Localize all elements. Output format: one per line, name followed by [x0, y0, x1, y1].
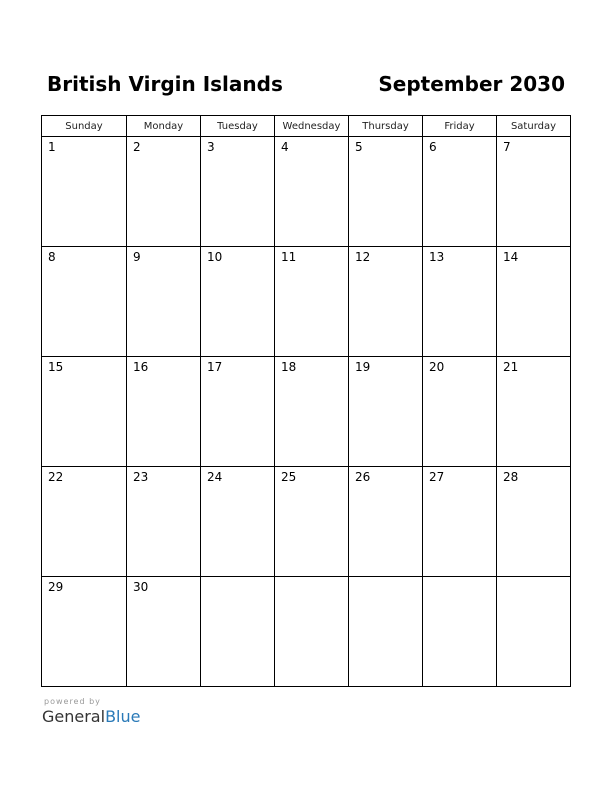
day-number — [349, 577, 422, 580]
calendar-country-title: British Virgin Islands — [47, 72, 283, 96]
day-number: 26 — [355, 470, 371, 484]
day-number: 30 — [133, 580, 149, 594]
calendar-month-title: September 2030 — [378, 72, 565, 96]
day-number: 24 — [207, 470, 223, 484]
day-cell — [497, 357, 571, 467]
day-cell — [497, 247, 571, 357]
day-cell — [497, 577, 571, 687]
day-number — [201, 577, 274, 580]
day-cell — [349, 577, 423, 687]
day-number: 5 — [355, 140, 363, 154]
day-number: 14 — [503, 250, 519, 264]
day-cell — [42, 467, 127, 577]
week-row — [42, 577, 571, 687]
day-cell — [42, 247, 127, 357]
powered-by-label: powered by — [44, 697, 101, 706]
day-cell — [275, 357, 349, 467]
day-cell — [201, 467, 275, 577]
day-number: 9 — [133, 250, 141, 264]
day-cell — [127, 247, 201, 357]
week-row — [42, 467, 571, 577]
day-cell — [423, 247, 497, 357]
day-number — [423, 577, 496, 580]
day-cell — [423, 577, 497, 687]
day-number — [497, 577, 570, 580]
day-number: 28 — [503, 470, 519, 484]
day-number: 6 — [429, 140, 437, 154]
day-cell — [275, 137, 349, 247]
day-cell — [42, 357, 127, 467]
day-number: 13 — [429, 250, 445, 264]
week-row — [42, 357, 571, 467]
week-row — [42, 247, 571, 357]
day-cell — [127, 467, 201, 577]
day-cell — [42, 137, 127, 247]
day-cell — [127, 137, 201, 247]
day-number: 18 — [281, 360, 297, 374]
day-cell — [127, 357, 201, 467]
day-number: 11 — [281, 250, 297, 264]
day-number: 3 — [207, 140, 215, 154]
day-cell — [201, 247, 275, 357]
day-number: 23 — [133, 470, 149, 484]
day-number — [275, 577, 348, 580]
day-number: 21 — [503, 360, 519, 374]
day-number: 8 — [48, 250, 56, 264]
day-number: 19 — [355, 360, 371, 374]
day-cell — [275, 577, 349, 687]
calendar-grid — [41, 115, 571, 687]
day-number: 2 — [133, 140, 141, 154]
day-cell — [423, 467, 497, 577]
week-row — [42, 137, 571, 247]
brand-name-general: General — [42, 707, 106, 726]
day-number: 16 — [133, 360, 149, 374]
day-cell — [349, 467, 423, 577]
day-cell — [201, 137, 275, 247]
weekday-monday: Monday — [127, 116, 201, 137]
day-cell — [275, 247, 349, 357]
day-cell — [201, 357, 275, 467]
day-number: 29 — [48, 580, 64, 594]
weekday-tuesday: Tuesday — [201, 116, 275, 137]
day-number: 15 — [48, 360, 64, 374]
day-number: 25 — [281, 470, 297, 484]
day-number: 12 — [355, 250, 371, 264]
day-cell — [349, 247, 423, 357]
day-cell — [497, 467, 571, 577]
day-cell — [349, 137, 423, 247]
day-cell — [423, 137, 497, 247]
day-number: 7 — [503, 140, 511, 154]
weekday-friday: Friday — [423, 116, 497, 137]
brand-name-blue: Blue — [105, 707, 141, 726]
weekday-sunday: Sunday — [42, 116, 127, 137]
day-cell — [42, 577, 127, 687]
weekday-header-row — [42, 116, 571, 137]
day-number: 22 — [48, 470, 64, 484]
generalblue-logo[interactable] — [42, 707, 140, 727]
weekday-thursday: Thursday — [349, 116, 423, 137]
day-number: 1 — [48, 140, 56, 154]
day-number: 10 — [207, 250, 223, 264]
day-number: 17 — [207, 360, 223, 374]
footer-branding — [42, 697, 140, 727]
weekday-saturday: Saturday — [497, 116, 571, 137]
weekday-wednesday: Wednesday — [275, 116, 349, 137]
day-number: 27 — [429, 470, 445, 484]
day-cell — [127, 577, 201, 687]
day-cell — [275, 467, 349, 577]
day-cell — [349, 357, 423, 467]
day-number: 20 — [429, 360, 445, 374]
day-cell — [423, 357, 497, 467]
day-number: 4 — [281, 140, 289, 154]
day-cell — [497, 137, 571, 247]
day-cell — [201, 577, 275, 687]
